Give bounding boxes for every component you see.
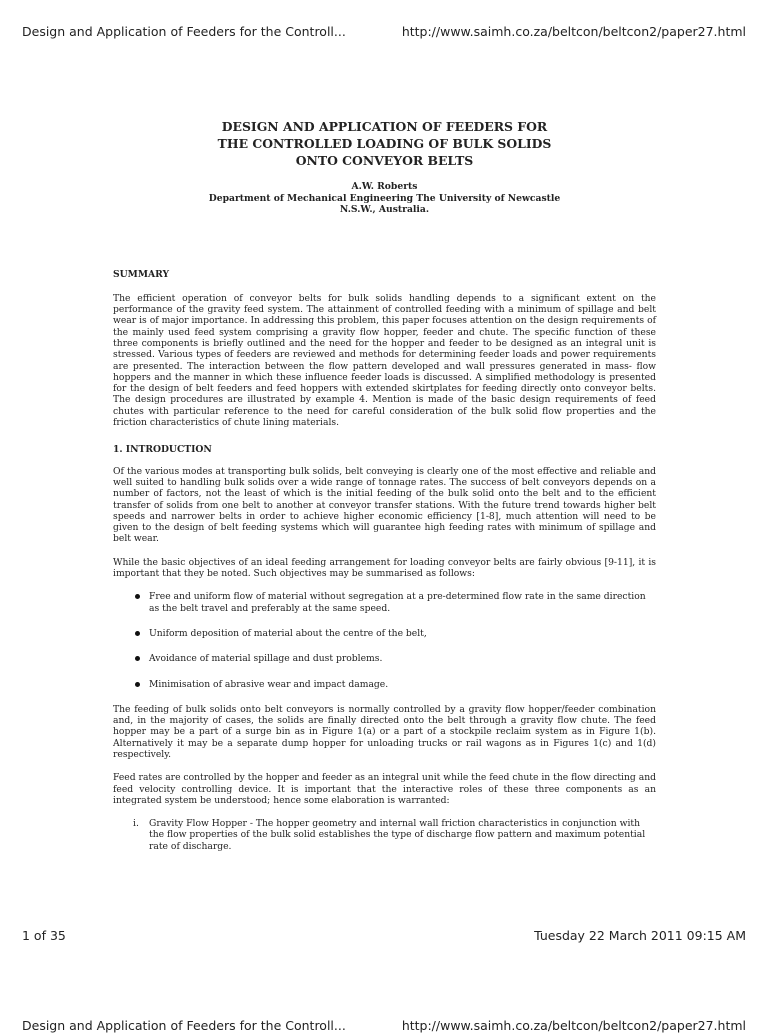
page-number: 1 of 35 bbox=[22, 928, 66, 943]
next-page-header-url[interactable]: http://www.saimh.co.za/beltcon/beltcon2/paper27.html bbox=[401, 1018, 746, 1033]
summary-heading: SUMMARY bbox=[113, 268, 170, 280]
bullet-icon bbox=[135, 656, 140, 661]
intro-paragraph: While the basic objectives of an ideal feeding arrangement for loading conveyor belts are fairly obvious [9-11], it is important that they be noted. Such objectives may be summarised as follows: bbox=[113, 556, 656, 580]
title-line: THE CONTROLLED LOADING OF BULK SOLIDS bbox=[217, 136, 552, 151]
list-item bbox=[113, 628, 656, 639]
objectives-list bbox=[113, 591, 656, 689]
list-item bbox=[113, 818, 656, 852]
body-paragraph: The feeding of bulk solids onto belt conveyors is normally controlled by a gravity flow hopper/feeder combination and, in the majority of cases, the solids are finally directed onto the belt through a gravity flow chute. The feed hopper may be a part of a surge bin as in Figure 1(a) or a part of a stockpile reclaim system as in Figure 1(b). Alternatively it may be a separate dump hopper for unloading trucks or rail wagons as in Figures 1(c) and 1(d) respectively. bbox=[113, 703, 656, 760]
title-line: ONTO CONVEYOR BELTS bbox=[295, 153, 474, 168]
next-page-header-title: Design and Application of Feeders for the Controll... bbox=[22, 1018, 346, 1033]
intro-paragraph: Of the various modes at transporting bulk solids, belt conveying is clearly one of the most effective and reliable and well suited to handling bulk solids over a wide range of tonnage rates. The success of belt conveyors depends on a number of factors, not the least of which is the initial feeding of the bulk solid onto the belt and to the efficient transfer of solids from one belt to another at conveyor transfer stations. With the future trend towards higher belt speeds and narrower belts in order to achieve higher economic efficiency [1-8], much attention will need to be given to the design of belt feeding systems which will guarantee high feeding rates with minimum of spillage and belt wear. bbox=[113, 465, 656, 545]
list-item-text: Avoidance of material spillage and dust problems. bbox=[149, 653, 383, 665]
print-date: Tuesday 22 March 2011 09:15 AM bbox=[534, 928, 746, 943]
body-paragraph: Feed rates are controlled by the hopper and feeder as an integral unit while the feed chute in the flow directing and feed velocity controlling device. It is important that the interactive roles of these three components as an integrated system be understood; hence some elaboration is warranted: bbox=[113, 772, 656, 806]
print-header-url[interactable]: http://www.saimh.co.za/beltcon/beltcon2/paper27.html bbox=[401, 24, 746, 39]
author-name: A.W. Roberts bbox=[351, 181, 418, 192]
list-item-number: i. bbox=[133, 818, 139, 830]
document-body bbox=[113, 118, 656, 852]
paper-title bbox=[113, 118, 656, 169]
author-block bbox=[113, 181, 656, 216]
summary-paragraph: The efficient operation of conveyor belts for bulk solids handling depends to a significant extent on the performance of the gravity feed system. The attainment of controlled feeding with a minimum of spillage and belt wear is of major importance. In addressing this problem, this paper focuses attention on the design requirements of the mainly used feed system comprising a gravity flow hopper, feeder and chute. The specific function of these three components is briefly outlined and the need for the hopper and feeder to be designed as an integral unit is stressed. Various types of feeders are reviewed and methods for determining feeder loads and power requirements are presented. The interaction between the flow pattern developed and wall pressures generated in mass- flow hoppers and the manner in which these influence feeder loads is discussed. A simplified methodology is presented for the design of belt feeders and feed hoppers with extended skirtplates for feeding directly onto conveyor belts. The design procedures are illustrated by example 4. Mention is made of the basic design requirements of feed chutes with particular reference to the need for careful consideration of the bulk solid flow properties and the friction characteristics of chute lining materials. bbox=[113, 292, 656, 429]
list-item-text: Uniform deposition of material about the centre of the belt, bbox=[149, 627, 427, 639]
introduction-heading: 1. INTRODUCTION bbox=[113, 444, 212, 456]
author-affiliation: Department of Mechanical Engineering The University of Newcastle bbox=[208, 192, 561, 204]
list-item bbox=[113, 591, 656, 614]
list-item-text: Free and uniform flow of material without segregation at a pre-determined flow rate in the same direction as the belt travel and preferably at the same speed. bbox=[149, 591, 646, 614]
bullet-icon bbox=[135, 631, 140, 636]
list-item-text: Minimisation of abrasive wear and impact damage. bbox=[149, 678, 389, 690]
print-header-title: Design and Application of Feeders for the Controll... bbox=[22, 24, 346, 39]
list-item bbox=[113, 679, 656, 690]
title-line: DESIGN AND APPLICATION OF FEEDERS FOR bbox=[221, 119, 548, 134]
bullet-icon bbox=[135, 594, 140, 599]
components-list bbox=[113, 818, 656, 852]
author-location: N.S.W., Australia. bbox=[339, 204, 430, 215]
bullet-icon bbox=[135, 682, 140, 687]
list-item-text: Gravity Flow Hopper - The hopper geometry and internal wall friction characteristics in conjunction with the flow properties of the bulk solid establishes the type of discharge flow pattern and maximum potential rate of discharge. bbox=[149, 818, 646, 852]
list-item bbox=[113, 653, 656, 664]
